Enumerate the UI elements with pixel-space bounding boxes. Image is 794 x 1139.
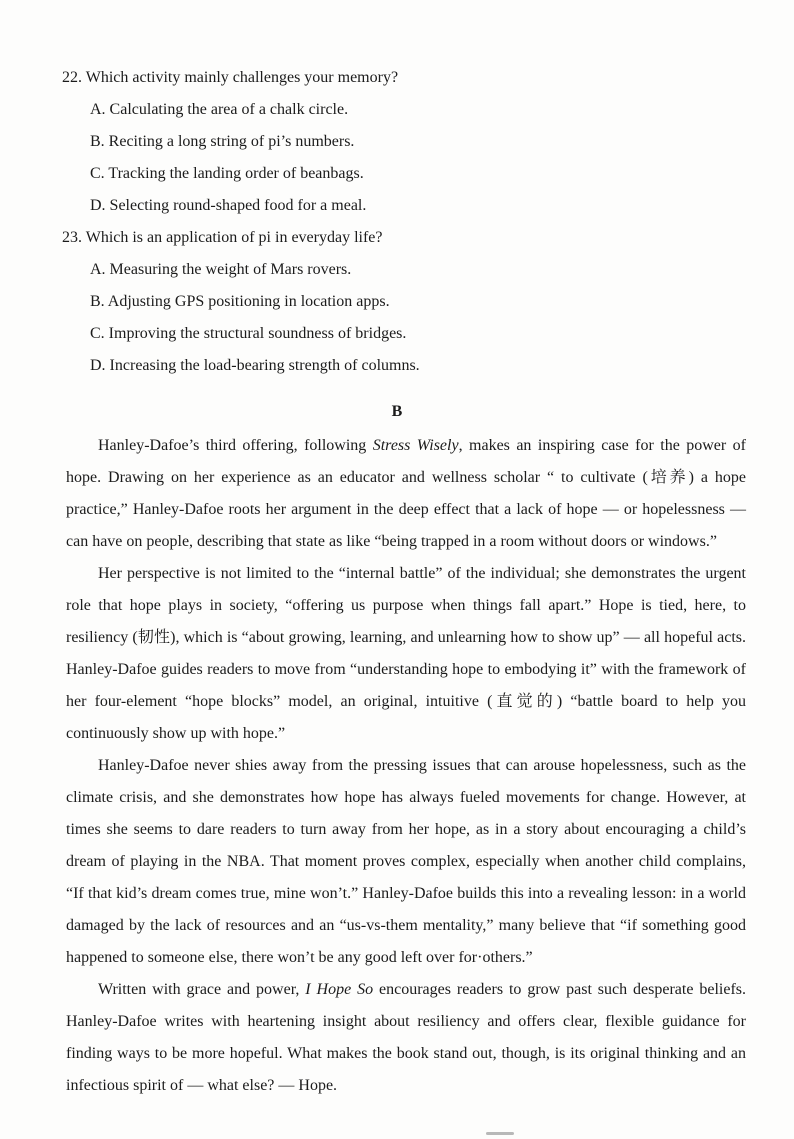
passage-paragraph-4 [66, 974, 746, 1102]
option-b: B. Adjusting GPS positioning in location apps. [90, 293, 390, 310]
option-a: A. Measuring the weight of Mars rovers. [90, 261, 352, 278]
question-stem: 22. Which activity mainly challenges your memory? [62, 69, 399, 86]
book-title: Stress Wisely [372, 437, 459, 454]
reading-passage [66, 430, 746, 1102]
paragraph-text: Written with grace and power, [98, 981, 306, 998]
question-23 [62, 222, 752, 382]
page-edge-mark [486, 1132, 514, 1135]
paragraph-text: Hanley-Dafoe’s third offering, following [98, 437, 373, 454]
option-b: B. Reciting a long string of pi’s numbers. [90, 133, 355, 150]
option-d: D. Increasing the load-bearing strength of columns. [90, 357, 420, 374]
question-stem: 23. Which is an application of pi in everyday life? [62, 229, 383, 246]
passage-paragraph-1 [66, 430, 746, 558]
question-22 [62, 62, 752, 222]
option-a: A. Calculating the area of a chalk circle. [90, 101, 349, 118]
book-title: I Hope So [305, 981, 374, 998]
passage-paragraph-3: Hanley-Dafoe never shies away from the pressing issues that can arouse hopelessness, such as the climate crisis, and she demonstrates how hope has always fueled movements for change. However, at times she seems to dare readers to turn away from her hope, as in a story about encouraging a child’s dream of playing in the NBA. That moment proves complex, especially when another child complains, “If that kid’s dream comes true, mine won’t.” Hanley-Dafoe builds this into a revealing lesson: in a world damaged by the lack of resources and an “us-vs-them mentality,” many believe that “if something good happened to someone else, there won’t be any good left over for·others.” [66, 757, 746, 966]
option-c: C. Improving the structural soundness of bridges. [90, 325, 407, 342]
paragraph-text: encourages readers to grow past such desperate beliefs. Hanley-Dafoe writes with heartening insight about resiliency and offers clear, flexible guidance for finding ways to be more hopeful. What makes the book stand out, though, is its original thinking and an infectious spirit of — what else? — Hope. [66, 981, 747, 1094]
paragraph-text: , makes an inspiring case for the power of hope. Drawing on her experience as an educator and wellness scholar “ to cultivate (培养) a hope practice,” Hanley-Dafoe roots her argument in the deep effect that a lack of hope — or hopelessness — can have on people, describing that state as like “being trapped in a room without doors or windows.” [66, 437, 747, 550]
option-d: D. Selecting round-shaped food for a meal. [90, 197, 367, 214]
option-c: C. Tracking the landing order of beanbags. [90, 165, 364, 182]
passage-paragraph-2: Her perspective is not limited to the “internal battle” of the individual; she demonstrates the urgent role that hope plays in society, “offering us purpose when things fall apart.” Hope is tied, here, to resiliency (韧性), which is “about growing, learning, and unlearning how to show up” — all hopeful acts. Hanley-Dafoe guides readers to move from “understanding hope to embodying it” with the framework of her four-element “hope blocks” model, an original, intuitive (直觉的) “battle board to help you continuously show up with hope.” [66, 565, 746, 742]
section-heading: B [391, 403, 403, 420]
